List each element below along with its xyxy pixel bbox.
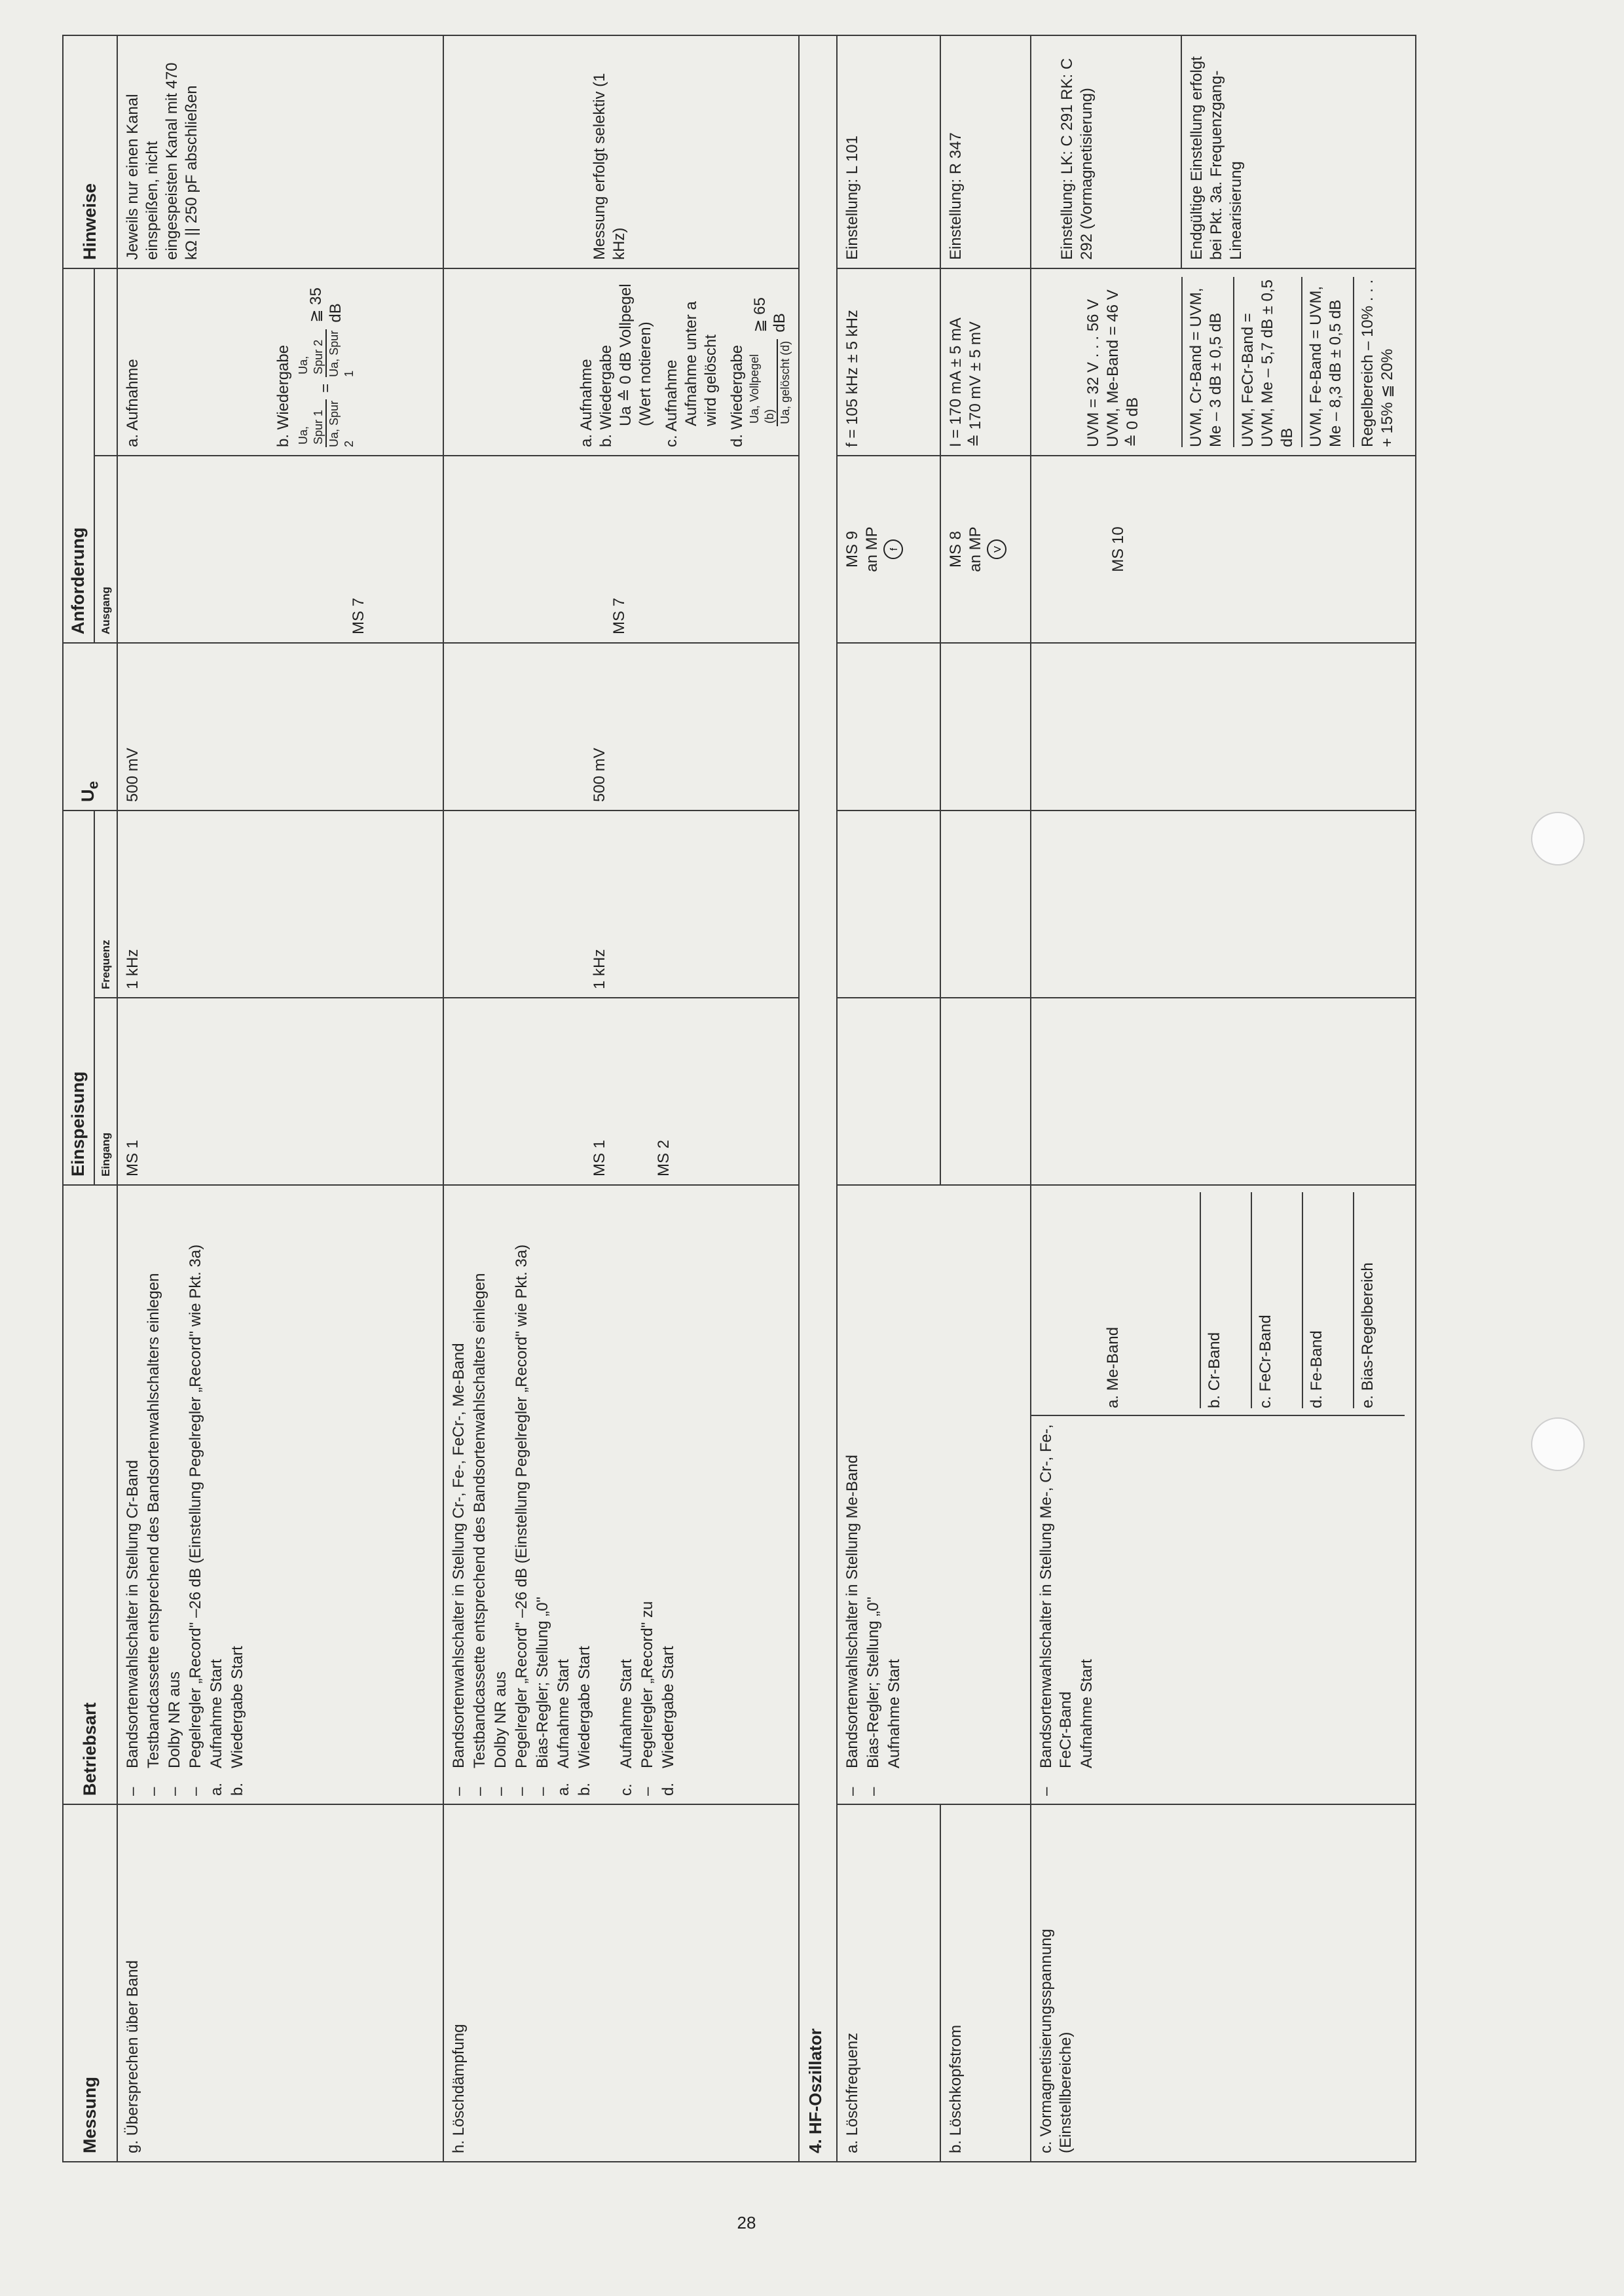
cell-ausgang — [1031, 456, 1416, 643]
cell-frequenz — [1031, 811, 1416, 998]
anforderung-cr: UVM, Cr-Band = UVM, Me – 3 dB ± 0,5 dB — [1181, 277, 1233, 447]
ausgang-value: MS 7 — [610, 597, 628, 634]
cell-eingang — [837, 998, 940, 1185]
list-marker: – — [450, 1787, 468, 1796]
list-text: Aufnahme Start — [1077, 1659, 1096, 1768]
ratio-suffix: ≧ 35 dB — [307, 287, 344, 323]
list-item — [449, 1194, 469, 1796]
anforderung-fecr: UVM, FeCr-Band = UVM, Me – 5,7 dB ± 0,5 dB — [1233, 277, 1301, 447]
cell-messung: b. Löschkopfstrom — [940, 1804, 1031, 2162]
list-item — [207, 1194, 227, 1796]
rotated-table-container — [62, 35, 1457, 2162]
cell-frequenz — [443, 811, 799, 998]
table-row-4b — [940, 35, 1031, 2162]
anforderung-me-ref: UVM, Me-Band = 46 V ≙ 0 dB — [1103, 289, 1141, 447]
cell-eingang — [1031, 998, 1416, 1185]
list-text: Bias-Regler; Stellung „0" — [864, 1597, 882, 1768]
list-marker: – — [187, 1787, 204, 1796]
cell-betriebsart — [1031, 1185, 1416, 1804]
header-eingang: Eingang — [94, 998, 117, 1185]
betriebsart-list-2 — [617, 1194, 678, 1796]
list-text: Wiedergabe Start — [229, 1646, 246, 1768]
ue-value: 500 mV — [591, 748, 608, 802]
list-marker: – — [534, 1787, 551, 1796]
list-item — [1077, 1424, 1097, 1796]
list-marker: – — [145, 1787, 162, 1796]
list-item — [885, 1194, 904, 1796]
table-row-g — [117, 35, 443, 2162]
section-title: 4. HF-Oszillator — [799, 35, 837, 2162]
list-text: Bandsortenwahlschalter in Stellung Me-, Cr-, Fe-, FeCr-Band — [1037, 1424, 1075, 1768]
ratio-den: Ua, Spur 1 — [327, 330, 356, 377]
list-item — [554, 1194, 574, 1796]
list-marker: – — [471, 1787, 489, 1796]
ausgang-sub: an MP — [966, 526, 984, 572]
list-text: Dolby NR aus — [166, 1671, 183, 1768]
list-marker: – — [492, 1787, 509, 1796]
list-marker: – — [1037, 1787, 1055, 1796]
cell-anforderung — [443, 268, 799, 456]
cell-ausgang — [443, 456, 799, 643]
header-anforderung: Anforderung — [63, 268, 94, 643]
header-row — [63, 35, 94, 2162]
anforderung-line: d. Wiedergabe — [728, 344, 746, 447]
anforderung-bias: Regelbereich – 10% . . . + 15% ≦ 20% — [1353, 277, 1405, 447]
cell-hinweise: Jeweils nur einen Kanal einspeißen, nicht eingespeisten Kanal mit 470 kΩ || 250 pF abschließen — [117, 35, 443, 268]
punch-hole — [1531, 1417, 1585, 1471]
list-item — [533, 1194, 553, 1796]
erase-formula — [747, 277, 793, 447]
cell-eingang — [443, 998, 799, 1185]
cell-hinweise: Einstellung: L 101 — [837, 35, 940, 268]
list-item — [617, 1194, 637, 1796]
anforderung-me-range: UVM = 32 V . . . 56 V — [1084, 299, 1102, 447]
header-hinweise: Hinweise — [63, 35, 117, 268]
table-row-h — [443, 35, 799, 2162]
cell-frequenz — [940, 811, 1031, 998]
header-frequenz: Frequenz — [94, 811, 117, 998]
cell-messung: c. Vormagnetisierungsspannung (Einstellbereiche) — [1031, 1804, 1416, 2162]
anforderung-a: a. Aufnahme — [124, 359, 141, 447]
header-anforderung-text — [94, 268, 117, 456]
anforderung-voltage: ≙ 170 mV ± 5 mV — [966, 321, 984, 447]
ausgang-value: MS 8 — [946, 531, 965, 568]
cell-ausgang — [117, 456, 443, 643]
list-item — [144, 1194, 164, 1796]
header-einspeisung: Einspeisung — [63, 811, 94, 1185]
list-text: Testbandcassette entsprechend des Bandsortenwahlschalters einlegen — [145, 1273, 162, 1768]
anforderung-line: Aufnahme unter a wird gelöscht — [682, 301, 720, 426]
ausgang-value: MS 9 — [843, 531, 861, 568]
list-item — [843, 1194, 862, 1796]
list-text: Aufnahme Start — [208, 1659, 225, 1768]
list-text: Wiedergabe Start — [576, 1646, 593, 1768]
list-marker: – — [864, 1787, 882, 1796]
ausgang-sub: an MP — [862, 526, 881, 572]
voltmeter-icon — [986, 538, 1008, 560]
band-item-fe: d. Fe-Band — [1302, 1192, 1353, 1408]
anforderung-line: b. Wiedergabe — [597, 344, 615, 447]
list-text: Aufnahme Start — [618, 1659, 635, 1768]
cell-betriebsart — [443, 1185, 799, 1804]
cell-messung: h. Löschdämpfung — [443, 1804, 799, 2162]
betriebsart-list — [1037, 1424, 1097, 1796]
frequency-meter-icon — [882, 538, 904, 560]
hinweise-setting: Einstellung: LK: C 291 RK: C 292 (Vormagnetisierung) — [1058, 58, 1096, 260]
list-item — [186, 1194, 206, 1796]
list-marker: d. — [659, 1782, 677, 1796]
cell-ue — [940, 643, 1031, 811]
band-item-me: a. Me-Band — [1103, 1326, 1122, 1408]
list-item — [575, 1194, 595, 1796]
list-text: Testbandcassette entsprechend des Bandsortenwahlschalters einlegen — [471, 1273, 489, 1768]
list-marker — [885, 1768, 904, 1796]
cell-ue: 500 mV — [117, 643, 443, 811]
header-ausgang: Ausgang — [94, 456, 117, 643]
list-marker: – — [124, 1787, 141, 1796]
header-betriebsart: Betriebsart — [63, 1185, 117, 1804]
list-item — [491, 1194, 511, 1796]
cell-ue — [443, 643, 799, 811]
band-item-cr: b. Cr-Band — [1200, 1192, 1251, 1408]
ratio-num: Ua, Spur 2 — [296, 329, 327, 377]
list-text: Aufnahme Start — [885, 1659, 903, 1768]
cell-eingang: MS 1 — [117, 998, 443, 1185]
header-messung: Messung — [63, 1804, 117, 2162]
cell-betriebsart — [117, 1185, 443, 1804]
list-text: Pegelregler „Record" –26 dB (Einstellung Pegelregler „Record" wie Pkt. 3a) — [513, 1244, 530, 1768]
table-row-4c — [1031, 35, 1416, 2162]
hinweise-value: Messung erfolgt selektiv (1 kHz) — [591, 73, 628, 260]
list-marker: b. — [229, 1782, 246, 1796]
band-sublist — [1031, 1186, 1405, 1416]
list-text: Aufnahme Start — [555, 1659, 572, 1768]
anforderung-sublist — [1031, 269, 1405, 455]
eingang-2: MS 2 — [655, 1139, 673, 1176]
cell-anforderung — [117, 268, 443, 456]
list-marker: – — [166, 1787, 183, 1796]
ausgang-value: MS 10 — [1109, 526, 1127, 572]
list-text: Pegelregler „Record" –26 dB (Einstellung Pegelregler „Record" wie Pkt. 3a) — [187, 1244, 204, 1768]
betriebsart-list — [843, 1194, 904, 1796]
punch-hole — [1531, 812, 1585, 866]
cell-hinweise — [443, 35, 799, 268]
list-item — [638, 1194, 657, 1796]
list-marker: – — [843, 1787, 861, 1796]
list-text: Bias-Regler; Stellung „0" — [534, 1597, 551, 1768]
cell-hinweise: Einstellung: R 347 — [940, 35, 1031, 268]
svg-text:V: V — [991, 545, 1003, 553]
anforderung-fe: UVM, Fe-Band = UVM, Me – 8,3 dB ± 0,5 dB — [1301, 277, 1353, 447]
band-item-bias: e. Bias-Regelbereich — [1353, 1192, 1404, 1408]
ratio-lhs-num: Ua, Spur 1 — [296, 399, 327, 447]
cell-ausgang — [940, 456, 1031, 643]
list-marker: – — [638, 1787, 656, 1796]
frequenz-value: 1 kHz — [591, 949, 608, 989]
cell-frequenz: 1 kHz — [117, 811, 443, 998]
list-item — [512, 1194, 532, 1796]
measurement-table — [62, 35, 1416, 2162]
cell-anforderung — [1031, 268, 1416, 456]
list-item — [228, 1194, 248, 1796]
anforderung-line: (Wert notieren) — [637, 321, 654, 426]
ratio-suffix: ≧ 65 dB — [750, 297, 788, 333]
cell-hinweise — [1031, 35, 1416, 268]
list-marker: a. — [208, 1782, 225, 1796]
cell-anforderung — [940, 268, 1031, 456]
cell-frequenz — [837, 811, 940, 998]
list-text: Bandsortenwahlschalter in Stellung Me-Band — [843, 1455, 861, 1768]
anforderung-current: I = 170 mA ± 5 mA — [946, 318, 965, 447]
list-text: Dolby NR aus — [492, 1671, 509, 1768]
list-text: Bandsortenwahlschalter in Stellung Cr-, Fe-, FeCr-, Me-Band — [450, 1343, 468, 1768]
list-item — [1037, 1424, 1076, 1796]
page-number: 28 — [737, 2213, 756, 2232]
anforderung-line: a. Aufnahme — [578, 359, 595, 447]
list-text: Bandsortenwahlschalter in Stellung Cr-Band — [124, 1460, 141, 1768]
section-heading-row — [799, 35, 837, 2162]
list-item — [165, 1194, 185, 1796]
list-marker — [1077, 1768, 1097, 1796]
cell-betriebsart — [837, 1185, 1031, 1804]
cell-messung: a. Löschfrequenz — [837, 1804, 940, 2162]
cell-ue — [837, 643, 940, 811]
cell-messung: g. Übersprechen über Band — [117, 1804, 443, 2162]
svg-text:f: f — [888, 547, 900, 551]
ratio-den: Ua, gelöscht (d) — [779, 340, 792, 424]
cell-eingang — [940, 998, 1031, 1185]
cell-anforderung: f = 105 kHz ± 5 kHz — [837, 268, 940, 456]
table-row-4a — [837, 35, 940, 2162]
anforderung-line: Ua ≙ 0 dB Vollpegel — [617, 283, 635, 426]
list-item — [864, 1194, 883, 1796]
eingang-1: MS 1 — [591, 1139, 608, 1176]
list-item — [659, 1194, 678, 1796]
list-marker: a. — [555, 1782, 572, 1796]
list-item — [470, 1194, 490, 1796]
hinweise-final: Endgültige Einstellung erfolgt bei Pkt. 3a. Frequenzgang-Linearisierung — [1181, 36, 1405, 268]
list-item — [123, 1194, 143, 1796]
betriebsart-list — [449, 1194, 595, 1796]
cell-ausgang — [837, 456, 940, 643]
ausgang-value: MS 7 — [350, 597, 367, 634]
cell-ue — [1031, 643, 1416, 811]
list-text: Pegelregler „Record" zu — [638, 1601, 656, 1768]
list-marker: b. — [576, 1782, 593, 1796]
anforderung-line: c. Aufnahme — [663, 359, 680, 447]
anforderung-b: b. Wiedergabe — [274, 344, 292, 447]
list-marker: c. — [618, 1783, 635, 1796]
crosstalk-formula: Ua, Spur 1 Ua, Spur 2 = Ua, Spur 2 Ua, Spur 1 ≧ 35 dB — [296, 277, 356, 447]
ratio-num: Ua, Vollpegel (b) — [747, 339, 778, 426]
betriebsart-list — [123, 1194, 248, 1796]
header-ue: $U_e$ — [63, 643, 117, 811]
ratio-lhs-den: Ua, Spur 2 — [327, 400, 356, 447]
band-item-fecr: c. FeCr-Band — [1251, 1192, 1302, 1408]
list-marker: – — [513, 1787, 530, 1796]
list-text: Wiedergabe Start — [659, 1646, 677, 1768]
